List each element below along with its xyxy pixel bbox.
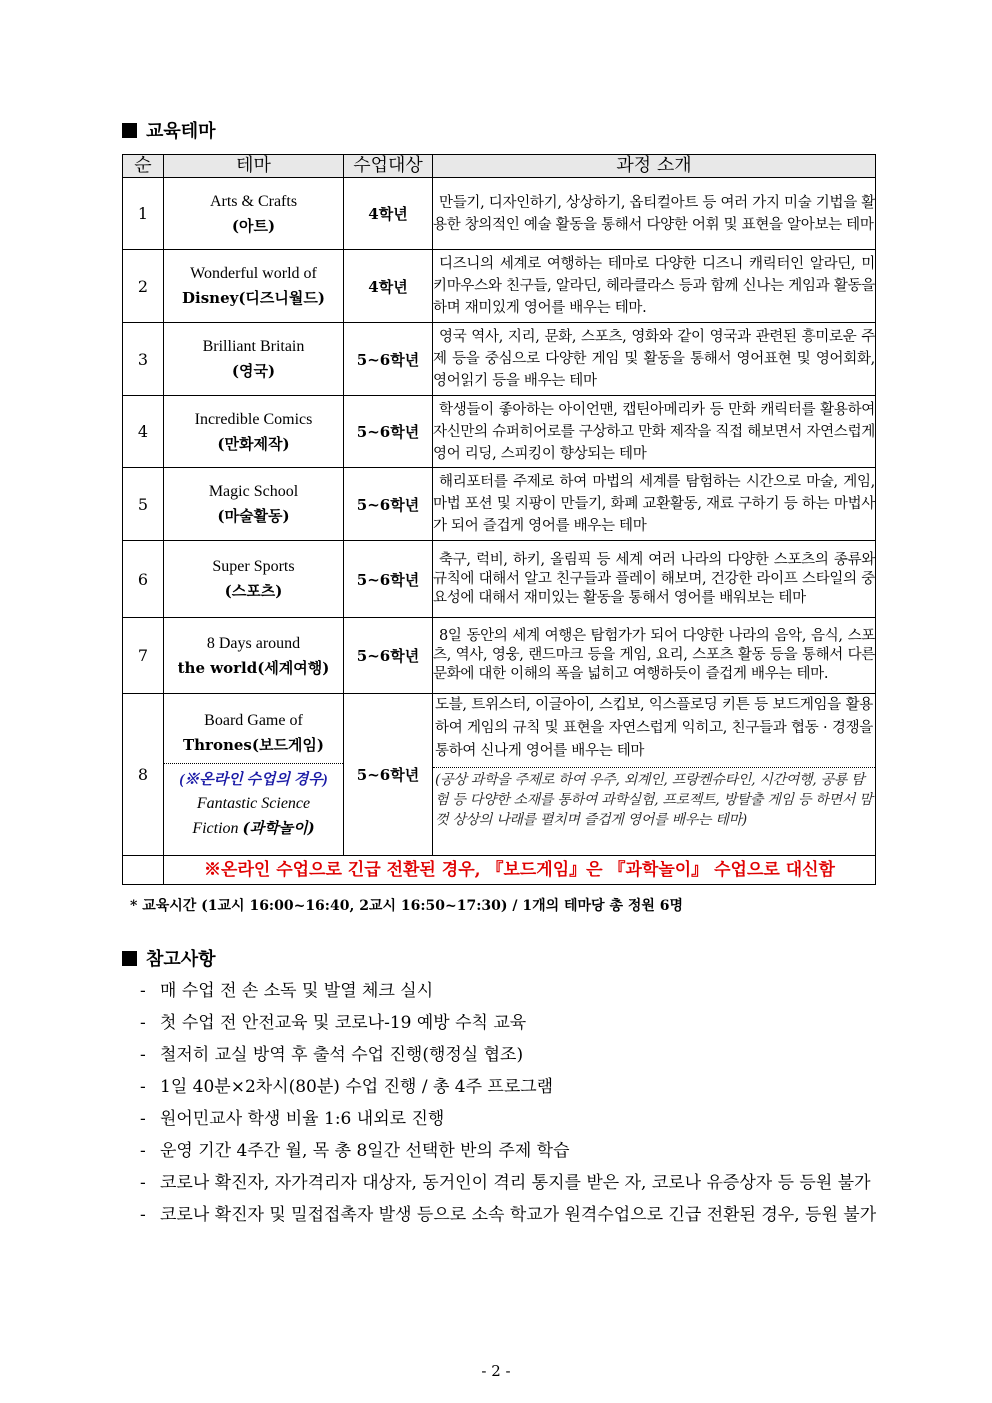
- notice-row: [123, 856, 876, 885]
- table-row: [123, 694, 876, 856]
- theme-description: [433, 694, 876, 856]
- dash-bullet-icon: -: [140, 1109, 146, 1129]
- alt-theme-name-en: Fantastic Science: [196, 794, 311, 812]
- theme-description: 8일 동안의 세계 여행은 탐험가가 되어 다양한 나라의 음악, 음식, 스포츠, 역사, 영웅, 랜드마크 등을 게임, 요리, 스포츠 활동 등을 통해서 다른 문화에 대한 이해의 폭을 넓히고 여행하듯이 즐겁게 배우는 테마.: [433, 618, 876, 694]
- dash-bullet-icon: -: [140, 1205, 146, 1225]
- square-bullet-icon: [122, 951, 137, 966]
- table-row: [123, 396, 876, 468]
- theme-name-kr: (만화제작): [217, 434, 290, 453]
- list-item-text: 1일 40분×2차시(80분) 수업 진행 / 총 4주 프로그램: [160, 1077, 554, 1097]
- theme-table: [122, 154, 876, 885]
- theme-name-en: Super Sports: [212, 558, 295, 575]
- theme-name: [164, 178, 344, 250]
- alt-theme-name-en2: Fiction: [192, 819, 239, 837]
- theme-name-en: Board Game of: [204, 711, 303, 729]
- table-row: [123, 541, 876, 618]
- theme-description: 디즈니의 세계로 여행하는 테마로 다양한 디즈니 캐릭터인 알라딘, 미키마우스와 친구들, 알라딘, 헤라클라스 등과 함께 신나는 게임과 활동을 하며 재미있게 영어를 배우는 테마.: [433, 250, 876, 323]
- theme-description: 학생들이 좋아하는 아이언맨, 캡틴아메리카 등 만화 캐릭터를 활용하여 자신만의 슈퍼히어로를 구상하고 만화 제작을 직접 해보면서 자연스럽게 영어 리딩, 스피킹이 향상되는 테마: [433, 396, 876, 468]
- row-number: 7: [123, 618, 164, 694]
- section-title-notes: [122, 945, 216, 971]
- list-item-text: 코로나 확진자, 자가격리자 대상자, 동거인이 격리 통지를 받은 자, 코로나 유증상자 등 등원 불가: [160, 1173, 871, 1193]
- row-number: 1: [123, 178, 164, 250]
- theme-name-kr: (마술활동): [217, 507, 290, 525]
- page-number: - 2 -: [481, 1362, 511, 1380]
- list-item-text: 원어민교사 학생 비율 1:6 내외로 진행: [160, 1109, 445, 1129]
- theme-name-kr: Thrones(보드게임): [182, 735, 325, 754]
- theme-name-kr: (영국): [231, 362, 276, 380]
- list-item: [140, 1071, 880, 1103]
- list-item-text: 코로나 확진자 및 밀접접촉자 발생 등으로 소속 학교가 원격수업으로 긴급 전환된 경우, 등원 불가: [160, 1205, 877, 1225]
- target-grade: 4학년: [344, 178, 433, 250]
- board-game-name: [164, 709, 343, 764]
- section-title-text: 참고사항: [146, 949, 216, 970]
- list-item-text: 매 수업 전 손 소독 및 발열 체크 실시: [160, 981, 434, 1001]
- row-number: 2: [123, 250, 164, 323]
- theme-name: [164, 694, 344, 856]
- theme-name-kr: (아트): [231, 216, 276, 235]
- row-number: 3: [123, 323, 164, 396]
- theme-name: [164, 541, 344, 618]
- list-item: [140, 1103, 880, 1135]
- list-item-text: 운영 기간 4주간 월, 목 총 8일간 선택한 반의 주제 학습: [160, 1141, 570, 1161]
- board-game-description: 도블, 트위스터, 이글아이, 스킵보, 익스플로딩 키튼 등 보드게임을 활용하여 게임의 규칙 및 표현을 자연스럽게 익히고, 친구들과 협동 · 경쟁을 통하여 신나게 영어를 배우는 테마: [435, 697, 873, 759]
- list-item: [140, 1135, 880, 1167]
- theme-name: [164, 396, 344, 468]
- header-no: 순: [123, 155, 164, 178]
- list-item-text: 첫 수업 전 안전교육 및 코로나-19 예방 수칙 교육: [160, 1013, 527, 1033]
- list-item-text: 철저히 교실 방역 후 출석 수업 진행(행정실 협조): [160, 1045, 524, 1065]
- target-grade: 5~6학년: [344, 694, 433, 856]
- theme-name-en: Brilliant Britain: [202, 338, 305, 355]
- table-row: [123, 468, 876, 541]
- science-fiction-description: (공상 과학을 주제로 하여 우주, 외계인, 프랑켄슈타인, 시간여행, 공룡 탐험 등 다양한 소재를 통하여 과학실험, 프로젝트, 방탈출 게임 등 하면서 맘껏 상상의 나래를 펼치며 즐겁게 영어를 배우는 테마): [433, 767, 875, 830]
- theme-description: 해리포터를 주제로 하여 마법의 세계를 탐험하는 시간으로 마술, 게임, 마법 포션 및 지팡이 만들기, 화폐 교환활동, 재료 구하기 등 하는 마법사가 되어 즐겁게 영어를 배우는 테마: [433, 468, 876, 541]
- row-number: 6: [123, 541, 164, 618]
- table-row: [123, 323, 876, 396]
- target-grade: 5~6학년: [344, 541, 433, 618]
- theme-name-en: 8 Days around: [206, 634, 301, 652]
- row-number: 4: [123, 396, 164, 468]
- list-item: [140, 1007, 880, 1039]
- theme-description: 만들기, 디자인하기, 상상하기, 옵티컬아트 등 여러 가지 미술 기법을 활용한 창의적인 예술 활동을 통해서 다양한 어휘 및 표현을 알아보는 테마: [433, 178, 876, 250]
- dash-bullet-icon: -: [140, 1077, 146, 1097]
- table-row: [123, 250, 876, 323]
- row-number: 8: [123, 694, 164, 856]
- target-grade: 5~6학년: [344, 468, 433, 541]
- header-description: 과정 소개: [433, 155, 876, 178]
- theme-name: [164, 323, 344, 396]
- row-number: 5: [123, 468, 164, 541]
- theme-name-en: Incredible Comics: [194, 410, 313, 428]
- list-item: [140, 975, 880, 1007]
- theme-name-kr: the world(세계여행): [177, 658, 330, 677]
- dash-bullet-icon: -: [140, 1173, 146, 1193]
- section-title-text: 교육테마: [146, 121, 216, 142]
- theme-name-en: Magic School: [208, 483, 299, 500]
- table-row: [123, 618, 876, 694]
- dash-bullet-icon: -: [140, 1141, 146, 1161]
- theme-name: [164, 468, 344, 541]
- theme-name: [164, 250, 344, 323]
- list-item: [140, 1199, 880, 1231]
- table-row: [123, 178, 876, 250]
- section-title-themes: [122, 117, 216, 143]
- dash-bullet-icon: -: [140, 981, 146, 1001]
- theme-description: 축구, 럭비, 하키, 올림픽 등 세계 여러 나라의 다양한 스포츠의 종류와 규칙에 대해서 알고 친구들과 플레이 해보며, 건강한 라이프 스타일의 중요성에 대해서 재미있는 활동을 통해서 영어를 배워보는 테마: [433, 541, 876, 618]
- target-grade: 5~6학년: [344, 323, 433, 396]
- list-item: [140, 1039, 880, 1071]
- theme-description: 영국 역사, 지리, 문화, 스포츠, 영화와 같이 영국과 관련된 흥미로운 주제 등을 중심으로 다양한 게임 및 활동을 통해서 영어표현 및 영어회화, 영어읽기 등을 배우는 테마: [433, 323, 876, 396]
- header-target: 수업대상: [344, 155, 433, 178]
- list-item: [140, 1167, 880, 1199]
- notes-list: [140, 975, 880, 1231]
- class-time-footnote: * 교육시간 (1교시 16:00~16:40, 2교시 16:50~17:30) / 1개의 테마당 총 정원 6명: [130, 898, 684, 914]
- theme-name-kr: (스포츠): [224, 582, 283, 600]
- table-header-row: [123, 155, 876, 178]
- theme-name-en: Wonderful world of: [190, 265, 317, 282]
- online-switch-notice: ※온라인 수업으로 긴급 전환된 경우, 『보드게임』은 『과학놀이』 수업으로 대신함: [164, 856, 876, 885]
- online-class-label: (※온라인 수업의 경우): [179, 771, 328, 788]
- theme-name-en: Arts & Crafts: [209, 192, 298, 210]
- dash-bullet-icon: -: [140, 1013, 146, 1033]
- square-bullet-icon: [122, 123, 137, 138]
- theme-name: [164, 618, 344, 694]
- theme-name-kr: Disney(디즈니월드): [182, 289, 325, 307]
- target-grade: 5~6학년: [344, 396, 433, 468]
- target-grade: 4학년: [344, 250, 433, 323]
- target-grade: 5~6학년: [344, 618, 433, 694]
- header-theme: 테마: [164, 155, 344, 178]
- alt-theme-name: [164, 816, 343, 841]
- notice-spacer: [123, 856, 164, 885]
- alt-theme-name-kr: (과학놀이): [242, 818, 315, 837]
- dash-bullet-icon: -: [140, 1045, 146, 1065]
